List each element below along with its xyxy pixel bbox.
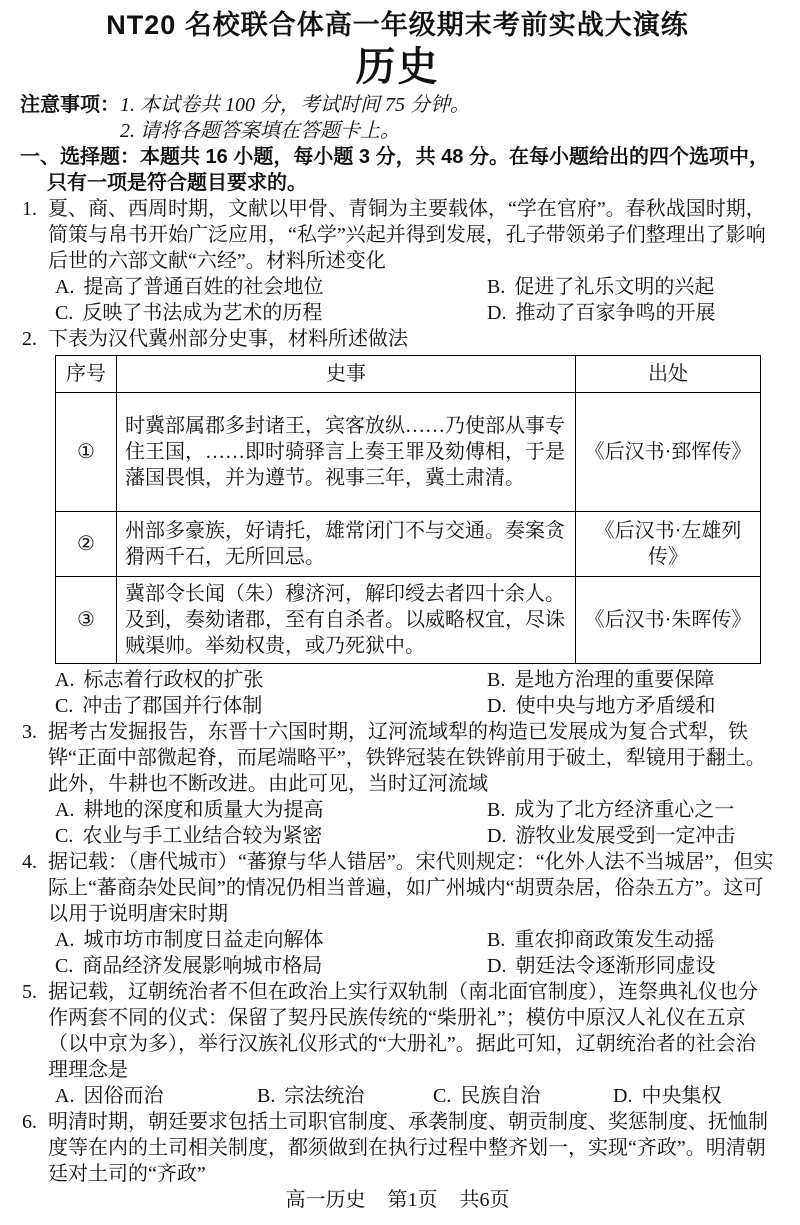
option-label: B.	[487, 669, 506, 691]
footer-page-number: 第1页	[387, 1189, 438, 1211]
option-label: B.	[487, 799, 506, 821]
option-text: 提高了普通百姓的社会地位	[83, 276, 324, 298]
option-a	[55, 274, 487, 300]
option-text: 耕地的深度和质量大为提高	[83, 799, 324, 821]
option-label: C.	[55, 955, 74, 977]
question-number: 3.	[22, 721, 37, 743]
option-b	[487, 927, 775, 953]
option-text: 中央集权	[641, 1085, 722, 1107]
question-3	[20, 719, 775, 849]
option-label: C.	[55, 825, 74, 847]
option-a	[55, 667, 487, 693]
question-stem: 明清时期，朝廷要求包括土司职官制度、承袭制度、朝贡制度、奖惩制度、抚恤制度等在内的土司相关制度，都须做到在执行过程中整齐划一，实现“齐政”。明清朝廷对土司的“齐政”	[48, 1111, 768, 1185]
option-b	[487, 667, 775, 693]
option-text: 民族自治	[460, 1085, 541, 1107]
option-label: A.	[55, 799, 75, 821]
option-text: 冲击了郡国并行体制	[82, 695, 263, 717]
option-d	[487, 300, 775, 326]
source-cell: 《后汉书·郅恽传》	[576, 393, 761, 512]
exam-subject: 历史	[355, 45, 440, 89]
option-text: 成为了北方经济重心之一	[514, 799, 735, 821]
option-text: 游牧业发展受到一定冲击	[515, 825, 736, 847]
option-a	[55, 927, 487, 953]
option-d	[487, 823, 775, 849]
option-text: 使中央与地方矛盾缓和	[515, 695, 716, 717]
question-1	[20, 196, 775, 326]
page-footer	[20, 1187, 775, 1225]
option-c	[55, 823, 487, 849]
option-label: B.	[487, 929, 506, 951]
question-number: 4.	[22, 851, 37, 873]
row-number-cell: ①	[56, 393, 117, 512]
source-cell: 《后汉书·朱晖传》	[576, 577, 761, 664]
question-stem: 据记载，辽朝统治者不但在政治上实行双轨制（南北面官制度），连祭典礼仪也分作两套不同的仪式：保留了契丹民族传统的“柴册礼”；模仿中原汉人礼仪在五京（以中京为多），举行汉族礼仪形式的“大册礼”。据此可知，辽朝统治者的社会治理理念是	[48, 981, 758, 1081]
question-2	[20, 326, 775, 719]
option-label: A.	[55, 929, 75, 951]
option-text: 是地方治理的重要保障	[514, 669, 715, 691]
option-label: C.	[55, 302, 74, 324]
option-label: D.	[487, 695, 507, 717]
question-stem: 下表为汉代冀州部分史事，材料所述做法	[48, 328, 408, 350]
notice-item: 1. 本试卷共 100 分，考试时间 75 分钟。	[120, 94, 470, 116]
option-label: A.	[55, 669, 75, 691]
option-text: 朝廷法令逐渐形同虚设	[515, 955, 716, 977]
notice-item: 2. 请将各题答案填在答题卡上。	[120, 120, 400, 142]
question-stem: 夏、商、西周时期，文献以甲骨、青铜为主要载体，“学在官府”。春秋战国时期，简策与帛书开始广泛应用，“私学”兴起并得到发展，孔子带领弟子们整理出了影响后世的六部文献“六经”。材料所述变化	[48, 198, 766, 272]
question-stem: 据记载：（唐代城市）“蕃獠与华人错居”。宋代则规定：“化外人法不当城居”，但实际上“蕃商杂处民间”的情况仍相当普遍，如广州城内“胡贾杂居，俗杂五方”。这可以用于说明唐宋时期	[48, 851, 774, 925]
exam-title: NT20 名校联合体高一年级期末考前实战大演练	[106, 10, 689, 40]
option-d	[487, 953, 775, 979]
option-label: D.	[613, 1085, 633, 1107]
question-number: 6.	[22, 1111, 37, 1133]
question-options	[48, 667, 775, 719]
option-c	[55, 693, 487, 719]
option-a	[55, 1083, 257, 1109]
table-row	[56, 512, 761, 577]
option-text: 商品经济发展影响城市格局	[82, 955, 323, 977]
option-c	[55, 300, 487, 326]
table-row	[56, 577, 761, 664]
question-options	[48, 1083, 775, 1109]
option-label: C.	[433, 1085, 452, 1107]
option-label: D.	[487, 955, 507, 977]
option-d	[613, 1083, 721, 1109]
footer-page-total: 共6页	[459, 1189, 510, 1211]
event-cell: 州部多豪族，好请托，雄常闭门不与交通。奏案贪猾两千石，无所回忌。	[117, 512, 576, 577]
option-b	[257, 1083, 433, 1109]
option-c	[433, 1083, 613, 1109]
table-header-cell: 史事	[117, 356, 576, 393]
option-label: A.	[55, 1085, 75, 1107]
question-number: 2.	[22, 328, 37, 350]
question-number: 5.	[22, 981, 37, 1003]
option-label: D.	[487, 825, 507, 847]
notice-block	[20, 92, 775, 144]
option-b	[487, 274, 775, 300]
section-heading: 一、选择题：本题共 16 小题，每小题 3 分，共 48 分。在每小题给出的四个选项中，只有一项是符合题目要求的。	[20, 146, 769, 194]
option-label: C.	[55, 695, 74, 717]
option-label: B.	[487, 276, 506, 298]
option-label: A.	[55, 276, 75, 298]
notice-label: 注意事项：	[20, 94, 120, 116]
question-options	[48, 797, 775, 849]
option-text: 城市坊市制度日益走向解体	[83, 929, 324, 951]
option-text: 标志着行政权的扩张	[83, 669, 264, 691]
table-row	[56, 393, 761, 512]
option-text: 农业与手工业结合较为紧密	[82, 825, 323, 847]
question-options	[48, 274, 775, 326]
table-header-cell: 序号	[56, 356, 117, 393]
option-a	[55, 797, 487, 823]
row-number-cell: ②	[56, 512, 117, 577]
option-text: 反映了书法成为艺术的历程	[82, 302, 323, 324]
event-cell: 时冀部属郡多封诸王，宾客放纵……乃使部从事专住王国，……即时骑驿言上奏王罪及劾傅相，于是藩国畏惧，并为遵节。视事三年，冀土肃清。	[117, 393, 576, 512]
option-c	[55, 953, 487, 979]
event-cell: 冀部令长闻（朱）穆济河，解印绶去者四十余人。及到，奏劾诸郡，至有自杀者。以威略权宜，尽诛贼渠帅。举劾权贵，或乃死狱中。	[117, 577, 576, 664]
history-events-table	[55, 355, 761, 664]
option-b	[487, 797, 775, 823]
question-number: 1.	[22, 198, 37, 220]
option-text: 重农抑商政策发生动摇	[514, 929, 715, 951]
footer-course: 高一历史	[285, 1189, 366, 1211]
table-header-cell: 出处	[576, 356, 761, 393]
option-label: D.	[487, 302, 507, 324]
question-options	[48, 927, 775, 979]
notice-items	[120, 92, 470, 144]
question-4	[20, 849, 775, 979]
question-stem: 据考古发掘报告，东晋十六国时期，辽河流域犁的构造已发展成为复合式犁，铁铧“正面中部微起脊，而尾端略平”，铁铧冠装在铁铧前用于破土，犁镜用于翻土。此外，牛耕也不断改进。由此可见，当时辽河流域	[48, 721, 766, 795]
option-label: B.	[257, 1085, 276, 1107]
option-text: 促进了礼乐文明的兴起	[514, 276, 715, 298]
option-text: 因俗而治	[83, 1085, 164, 1107]
table-header-row	[56, 356, 761, 393]
option-text: 宗法统治	[284, 1085, 365, 1107]
option-d	[487, 693, 775, 719]
row-number-cell: ③	[56, 577, 117, 664]
option-text: 推动了百家争鸣的开展	[515, 302, 716, 324]
question-5	[20, 979, 775, 1109]
source-cell: 《后汉书·左雄列传》	[576, 512, 761, 577]
question-6	[20, 1109, 775, 1187]
